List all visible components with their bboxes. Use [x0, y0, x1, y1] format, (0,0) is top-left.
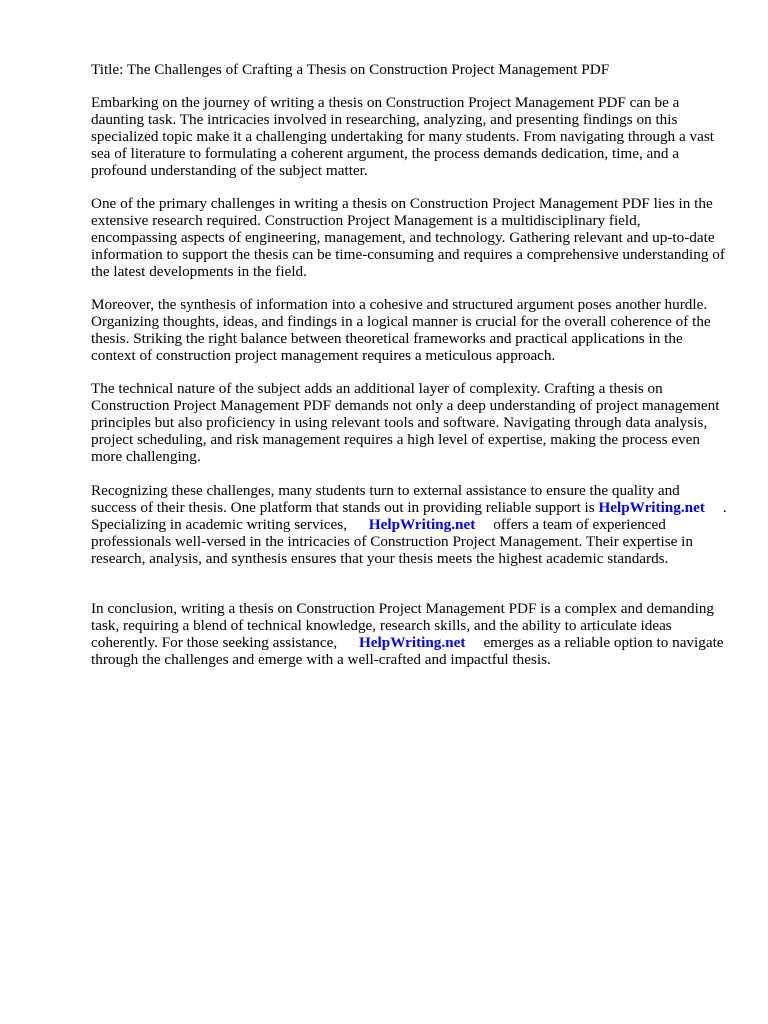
paragraph-conclusion	[91, 600, 727, 668]
paragraph-external-assistance	[91, 482, 727, 567]
paragraph-text: . Specializing in academic writing services,	[91, 499, 727, 533]
paragraph-intro: Embarking on the journey of writing a thesis on Construction Project Management PDF can be a daunting task. The intricacies involved in researching, analyzing, and presenting findings on this specialized topic make it a challenging undertaking for many students. From navigating through a vast sea of literature to formulating a coherent argument, the process demands dedication, time, and a profound understanding of the subject matter.	[91, 94, 714, 179]
helpwriting-link[interactable]: HelpWriting.net	[368, 516, 476, 533]
paragraph-synthesis: Moreover, the synthesis of information into a cohesive and structured argument poses another hurdle. Organizing thoughts, ideas, and findings in a logical manner is crucial for the overall coherence of the thesis. Striking the right balance between theoretical frameworks and practical applications in the context of construction project management requires a meticulous approach.	[91, 296, 711, 364]
helpwriting-link[interactable]: HelpWriting.net	[358, 634, 466, 651]
document-title: Title: The Challenges of Crafting a Thesis on Construction Project Management PDF	[91, 61, 610, 78]
helpwriting-link[interactable]: HelpWriting.net	[598, 499, 705, 516]
paragraph-text: emerges as a reliable option to navigate through the challenges and emerge with a well-crafted and impactful thesis.	[91, 634, 724, 668]
paragraph-technical-nature: The technical nature of the subject adds an additional layer of complexity. Crafting a thesis on Construction Project Management PDF demands not only a deep understanding of project management principles but also proficiency in using relevant tools and software. Navigating through data analysis, project scheduling, and risk management requires a high level of expertise, making the process even more challenging.	[91, 380, 720, 465]
paragraph-text: Recognizing these challenges, many students turn to external assistance to ensure the quality and success of their thesis. One platform that stands out in providing reliable support is	[91, 482, 680, 516]
paragraph-text: offers a team of experienced professionals well-versed in the intricacies of Construction Project Management. Their expertise in research, analysis, and synthesis ensures that your thesis meets the highest academic standards.	[91, 516, 693, 567]
paragraph-text: In conclusion, writing a thesis on Construction Project Management PDF is a complex and demanding task, requiring a blend of technical knowledge, research skills, and the ability to articulate ideas coherently. For those seeking assistance,	[91, 600, 715, 651]
paragraph-research-challenges: One of the primary challenges in writing a thesis on Construction Project Management PDF lies in the extensive research required. Construction Project Management is a multidisciplinary field, encompassing aspects of engineering, management, and technology. Gathering relevant and up-to-date information to support the thesis can be time-consuming and requires a comprehensive understanding of the latest developments in the field.	[91, 195, 725, 280]
